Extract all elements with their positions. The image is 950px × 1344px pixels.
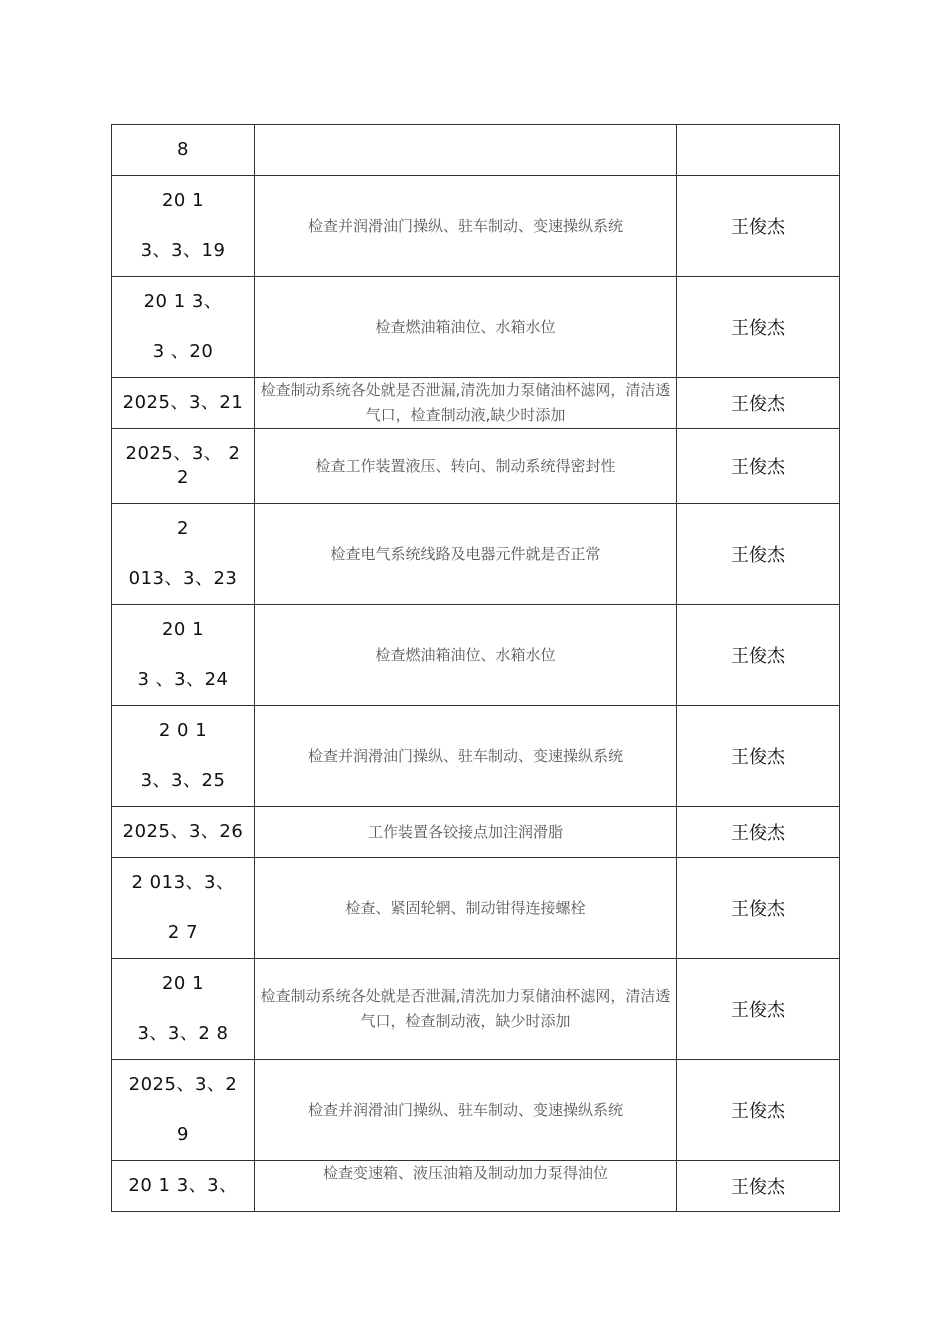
item-cell bbox=[255, 125, 677, 176]
table-row bbox=[112, 807, 840, 858]
table-row bbox=[112, 706, 840, 807]
person-cell: 王俊杰 bbox=[677, 1161, 840, 1212]
person-cell: 王俊杰 bbox=[677, 378, 840, 429]
table-row bbox=[112, 504, 840, 605]
person-cell: 王俊杰 bbox=[677, 277, 840, 378]
table-row bbox=[112, 858, 840, 959]
table-row bbox=[112, 1161, 840, 1212]
item-cell: 检查制动系统各处就是否泄漏,清洗加力泵储油杯滤网，清洁透气口，检查制动液,缺少时添加 bbox=[255, 378, 677, 429]
table-row bbox=[112, 605, 840, 706]
table-row bbox=[112, 378, 840, 429]
person-cell: 王俊杰 bbox=[677, 858, 840, 959]
item-cell: 检查燃油箱油位、水箱水位 bbox=[255, 277, 677, 378]
item-cell: 检查并润滑油门操纵、驻车制动、变速操纵系统 bbox=[255, 706, 677, 807]
table-row bbox=[112, 125, 840, 176]
date-cell: 20 1 3、 3 、20 bbox=[112, 277, 255, 378]
date-cell: 2025、3、 2 2 bbox=[112, 429, 255, 504]
person-cell: 王俊杰 bbox=[677, 176, 840, 277]
date-cell: 2025、3、26 bbox=[112, 807, 255, 858]
person-cell: 王俊杰 bbox=[677, 504, 840, 605]
table-row bbox=[112, 176, 840, 277]
person-cell: 王俊杰 bbox=[677, 706, 840, 807]
item-cell: 检查并润滑油门操纵、驻车制动、变速操纵系统 bbox=[255, 176, 677, 277]
date-cell: 20 1 3、3、2 8 bbox=[112, 959, 255, 1060]
date-cell: 20 1 3 、3、24 bbox=[112, 605, 255, 706]
date-cell: 8 bbox=[112, 125, 255, 176]
date-cell: 2 0 1 3、3、25 bbox=[112, 706, 255, 807]
item-cell: 检查、紧固轮辋、制动钳得连接螺栓 bbox=[255, 858, 677, 959]
date-cell: 2025、3、2 9 bbox=[112, 1060, 255, 1161]
table-row bbox=[112, 277, 840, 378]
item-cell: 检查并润滑油门操纵、驻车制动、变速操纵系统 bbox=[255, 1060, 677, 1161]
item-cell: 检查变速箱、液压油箱及制动加力泵得油位 bbox=[255, 1161, 677, 1212]
table-row bbox=[112, 1060, 840, 1161]
maintenance-log-table bbox=[111, 124, 840, 1212]
date-cell: 2025、3、21 bbox=[112, 378, 255, 429]
date-cell: 2 013、3、 2 7 bbox=[112, 858, 255, 959]
person-cell: 王俊杰 bbox=[677, 1060, 840, 1161]
item-cell: 检查燃油箱油位、水箱水位 bbox=[255, 605, 677, 706]
date-cell: 20 1 3、3、19 bbox=[112, 176, 255, 277]
item-cell: 检查工作装置液压、转向、制动系统得密封性 bbox=[255, 429, 677, 504]
date-cell: 2 013、3、23 bbox=[112, 504, 255, 605]
item-cell: 检查电气系统线路及电器元件就是否正常 bbox=[255, 504, 677, 605]
person-cell: 王俊杰 bbox=[677, 959, 840, 1060]
item-cell: 工作装置各铰接点加注润滑脂 bbox=[255, 807, 677, 858]
person-cell: 王俊杰 bbox=[677, 605, 840, 706]
person-cell bbox=[677, 125, 840, 176]
table-row bbox=[112, 959, 840, 1060]
person-cell: 王俊杰 bbox=[677, 429, 840, 504]
date-cell: 20 1 3、3、 bbox=[112, 1161, 255, 1212]
item-cell: 检查制动系统各处就是否泄漏,清洗加力泵储油杯滤网，清洁透气口，检查制动液，缺少时添加 bbox=[255, 959, 677, 1060]
person-cell: 王俊杰 bbox=[677, 807, 840, 858]
table-row bbox=[112, 429, 840, 504]
